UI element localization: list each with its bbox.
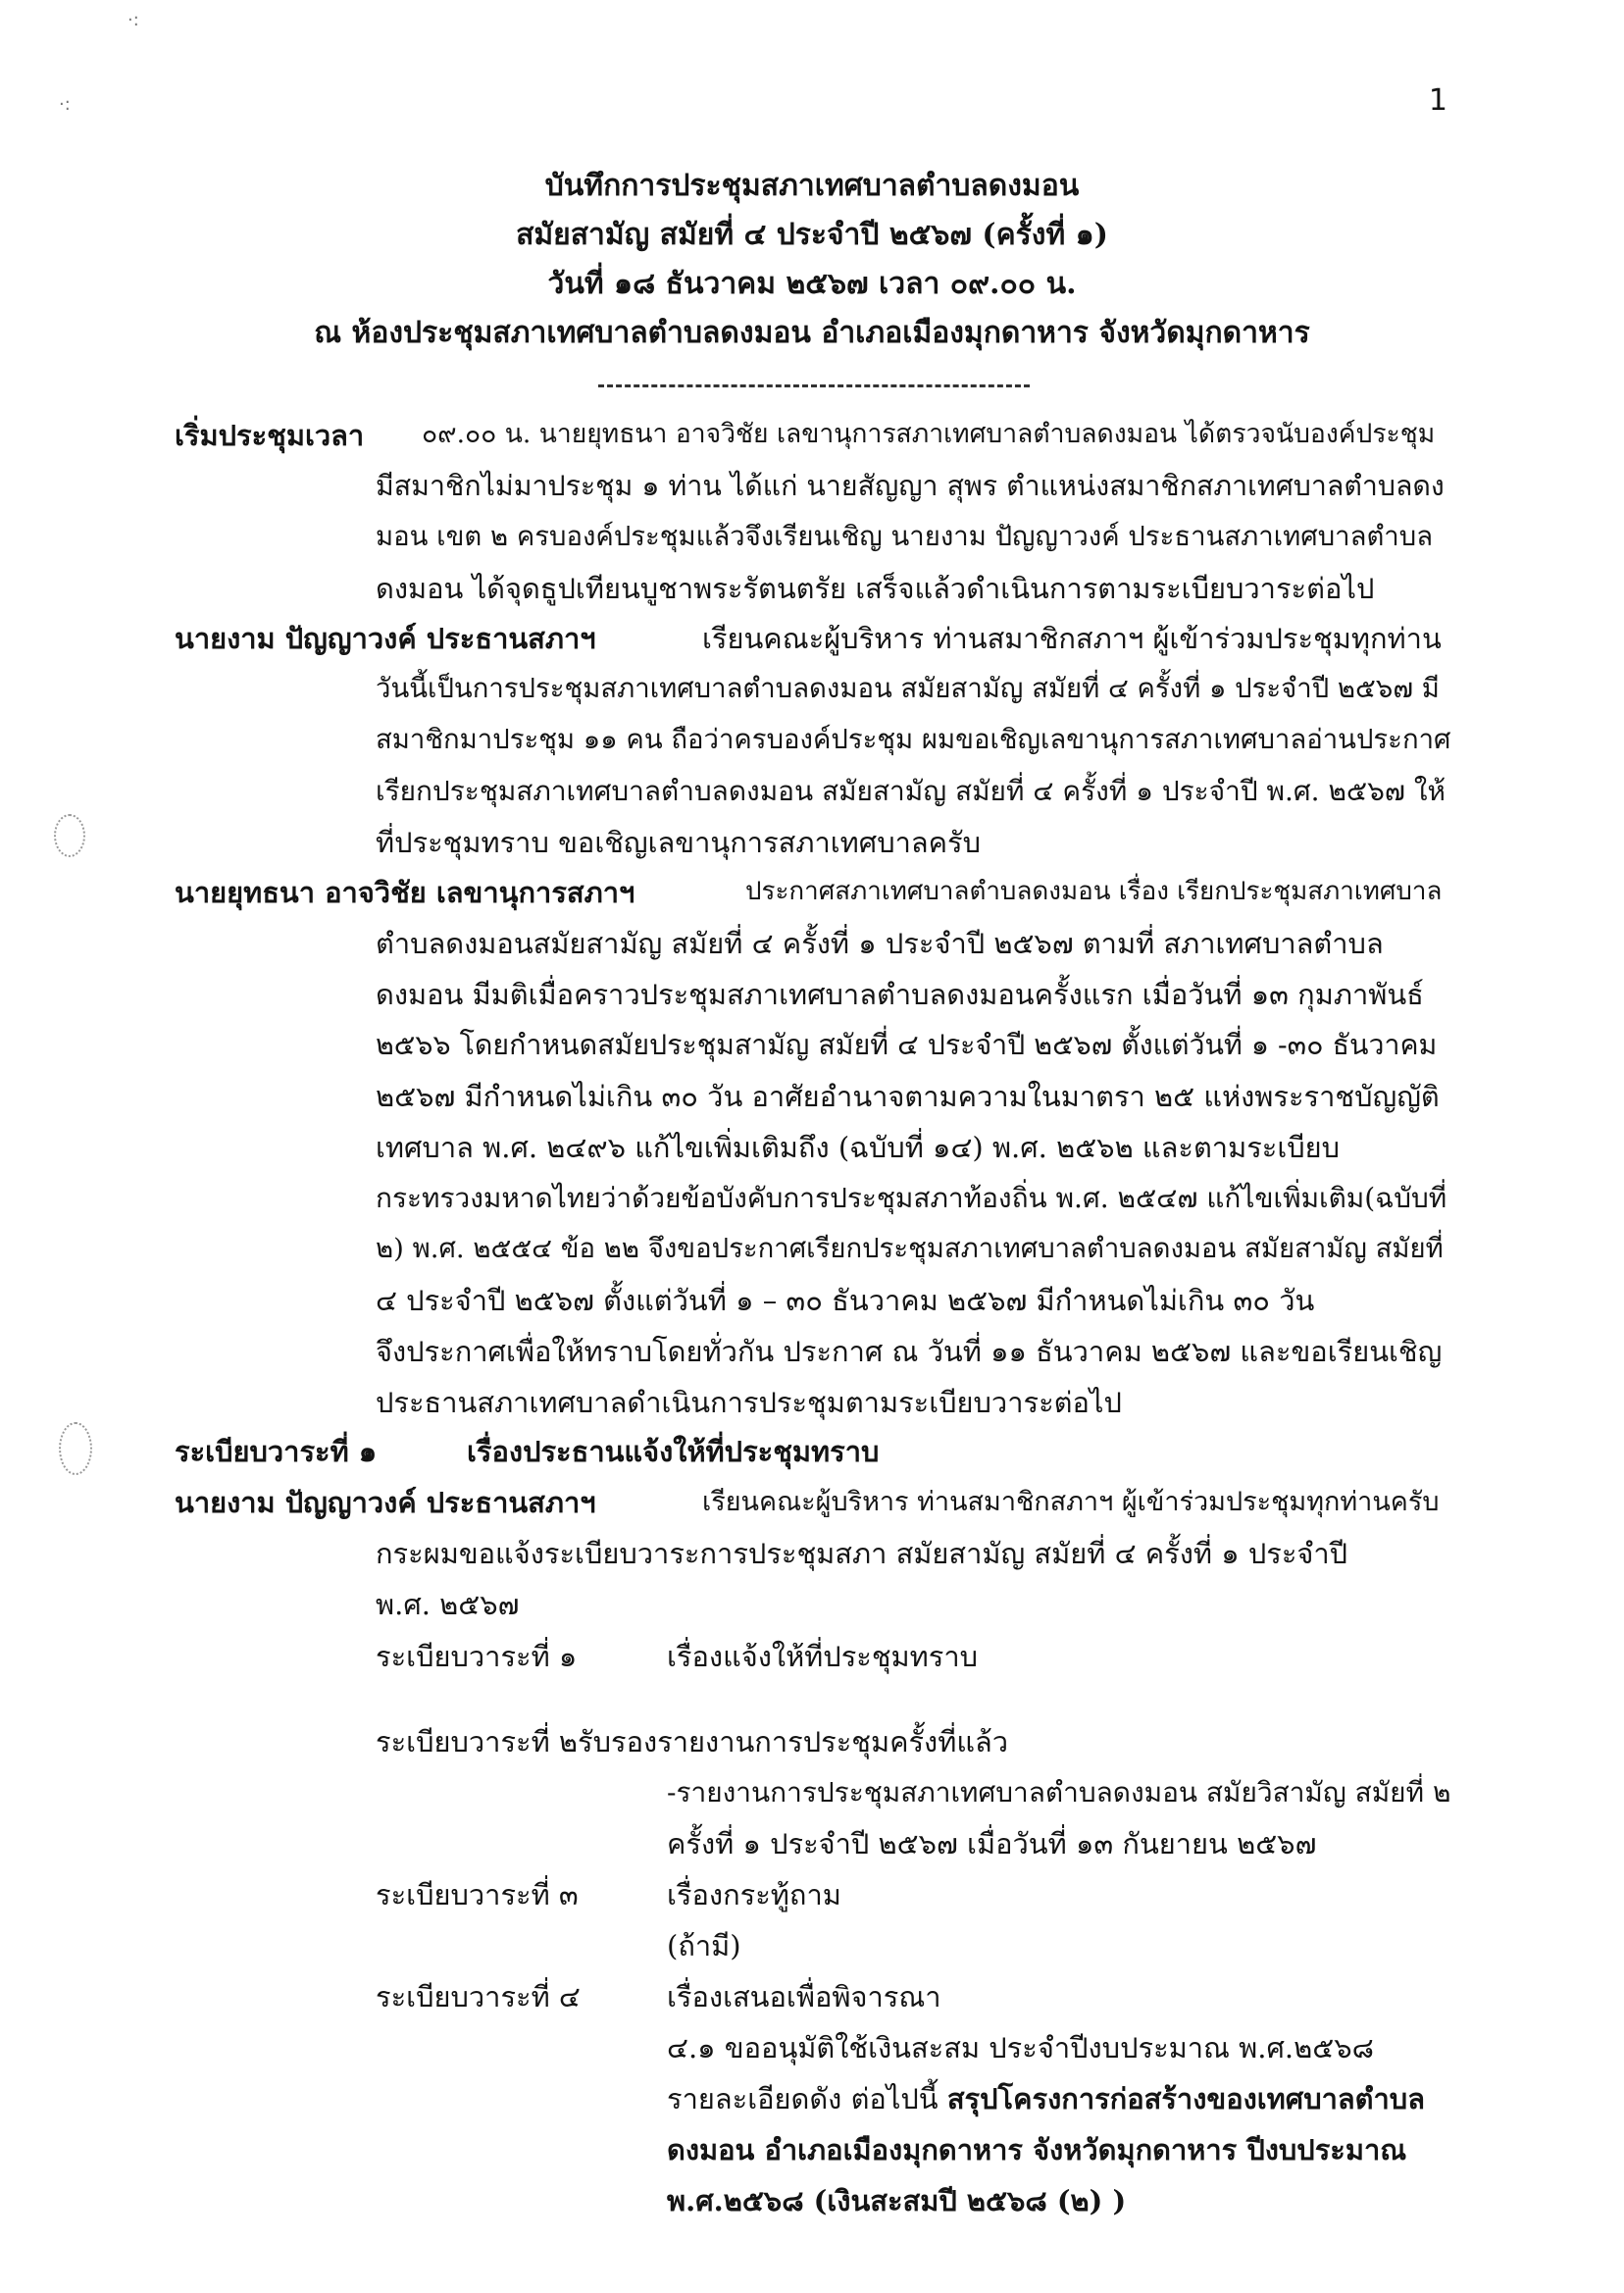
- punch-hole-mark: [59, 1422, 92, 1475]
- chair-line: กระผมขอแจ้งระเบียบวาระการประชุมสภา สมัยสามัญ สมัยที่ ๔ ครั้งที่ ๑ ประจำปี: [376, 1537, 1348, 1570]
- agenda-item-subtext: ครั้งที่ ๑ ประจำปี ๒๕๖๗ เมื่อวันที่ ๑๓ กันยายน ๒๕๖๗: [667, 1827, 1317, 1860]
- secretary-line: ดงมอน มีมติเมื่อคราวประชุมสภาเทศบาลตำบลดงมอนครั้งแรก เมื่อวันที่ ๑๓ กุมภาพันธ์: [376, 978, 1424, 1011]
- opening-line: ดงมอน ได้จุดธูปเทียนบูชาพระรัตนตรัย เสร็จแล้วดำเนินการตามระเบียบวาระต่อไป: [376, 572, 1375, 605]
- opening-line: มอน เขต ๒ ครบองค์ประชุมแล้วจึงเรียนเชิญ นายงาม ปัญญาวงค์ ประธานสภาเทศบาลตำบล: [376, 521, 1434, 552]
- header-text: ณ ห้องประชุมสภาเทศบาลตำบลดงมอน อำเภอเมืองมุกดาหาร จังหวัดมุกดาหาร: [314, 316, 1310, 350]
- speaker-chair: นายงาม ปัญญาวงค์ ประธานสภาฯ: [175, 622, 596, 655]
- agenda-1-label: ระเบียบวาระที่ ๑: [175, 1435, 378, 1468]
- chair-line: เรียกประชุมสภาเทศบาลตำบลดงมอน สมัยสามัญ สมัยที่ ๔ ครั้งที่ ๑ ประจำปี พ.ศ. ๒๕๖๗ ให้: [376, 775, 1446, 807]
- opening-label: เริ่มประชุมเวลา: [175, 419, 365, 452]
- chair-line: เรียนคณะผู้บริหาร ท่านสมาชิกสภาฯ ผู้เข้าร่วมประชุมทุกท่านครับ: [702, 1487, 1440, 1517]
- agenda-1-title: เรื่องประธานแจ้งให้ที่ประชุมทราบ: [467, 1435, 880, 1468]
- agenda-item-text: เรื่องกระทู้ถาม: [667, 1878, 841, 1911]
- agenda-item-text: เรื่องแจ้งให้ที่ประชุมทราบ: [667, 1640, 979, 1673]
- header-divider: [598, 384, 1030, 387]
- agenda-item-subtext: พ.ศ.๒๕๖๘ (เงินสะสมปี ๒๕๖๘ (๒) ): [667, 2184, 1127, 2217]
- page-number: 1: [1428, 83, 1447, 118]
- header-text: บันทึกการประชุมสภาเทศบาลตำบลดงมอน: [544, 169, 1080, 203]
- agenda-item-label: ระเบียบวาระที่ ๓: [376, 1878, 579, 1911]
- secretary-line: ตำบลดงมอนสมัยสามัญ สมัยที่ ๔ ครั้งที่ ๑ ประจำปี ๒๕๖๗ ตามที่ สภาเทศบาลตำบล: [376, 927, 1384, 960]
- secretary-line: ๔ ประจำปี ๒๕๖๗ ตั้งแต่วันที่ ๑ – ๓๐ ธันวาคม ๒๕๖๗ มีกำหนดไม่เกิน ๓๐ วัน: [376, 1284, 1315, 1317]
- agenda-item-label: ระเบียบวาระที่ ๔: [376, 1980, 581, 2013]
- agenda-item-subtext: ดงมอน อำเภอเมืองมุกดาหาร จังหวัดมุกดาหาร ปีงบประมาณ: [667, 2133, 1407, 2166]
- scan-speck: ·:: [127, 10, 139, 30]
- chair-line: เรียนคณะผู้บริหาร ท่านสมาชิกสภาฯ ผู้เข้าร่วมประชุมทุกท่าน: [702, 622, 1442, 655]
- scan-speck: ·:: [59, 94, 71, 115]
- agenda-item-subtext: [667, 2082, 1425, 2115]
- header-venue: [0, 316, 1624, 350]
- agenda-item-subtext: -รายงานการประชุมสภาเทศบาลตำบลดงมอน สมัยวิสามัญ สมัยที่ ๒: [667, 1776, 1451, 1809]
- opening-line: ๐๙.๐๐ น. นายยุทธนา อาจวิชัย เลขานุการสภาเทศบาลตำบลดงมอน ได้ตรวจนับองค์ประชุม: [422, 419, 1436, 449]
- agenda-item-label: ระเบียบวาระที่ ๒รับรองรายงานการประชุมครั้งที่แล้ว: [376, 1725, 1009, 1758]
- speaker-chair: นายงาม ปัญญาวงค์ ประธานสภาฯ: [175, 1486, 596, 1519]
- secretary-line: ๒) พ.ศ. ๒๕๕๔ ข้อ ๒๒ จึงขอประกาศเรียกประชุมสภาเทศบาลตำบลดงมอน สมัยสามัญ สมัยที่: [376, 1233, 1444, 1264]
- agenda-item-subtext: ๔.๑ ขออนุมัติใช้เงินสะสม ประจำปีงบประมาณ พ.ศ.๒๕๖๘: [667, 2031, 1374, 2064]
- agenda-item-subtext-bold: สรุปโครงการก่อสร้างของเทศบาลตำบล: [946, 2082, 1425, 2115]
- secretary-line: ประกาศสภาเทศบาลตำบลดงมอน เรื่อง เรียกประชุมสภาเทศบาล: [745, 877, 1443, 906]
- secretary-line: เทศบาล พ.ศ. ๒๔๙๖ แก้ไขเพิ่มเติมถึง (ฉบับที่ ๑๔) พ.ศ. ๒๕๖๒ และตามระเบียบ: [376, 1131, 1341, 1164]
- secretary-line: ๒๕๖๖ โดยกำหนดสมัยประชุมสามัญ สมัยที่ ๔ ประจำปี ๒๕๖๗ ตั้งแต่วันที่ ๑ -๓๐ ธันวาคม: [376, 1029, 1438, 1061]
- header-session: [0, 218, 1624, 252]
- agenda-item-text: เรื่องเสนอเพื่อพิจารณา: [667, 1980, 941, 2013]
- header-title: [0, 169, 1624, 203]
- chair-line: วันนี้เป็นการประชุมสภาเทศบาลตำบลดงมอน สมัยสามัญ สมัยที่ ๔ ครั้งที่ ๑ ประจำปี ๒๕๖๗ มี: [376, 673, 1440, 704]
- punch-hole-mark: [54, 814, 85, 857]
- header-text: สมัยสามัญ สมัยที่ ๔ ประจำปี ๒๕๖๗ (ครั้งที่ ๑): [516, 218, 1108, 252]
- secretary-line: จึงประกาศเพื่อให้ทราบโดยทั่วกัน ประกาศ ณ วันที่ ๑๑ ธันวาคม ๒๕๖๗ และขอเรียนเชิญ: [376, 1335, 1443, 1368]
- chair-line: พ.ศ. ๒๕๖๗: [376, 1588, 520, 1621]
- chair-line: สมาชิกมาประชุม ๑๑ คน ถือว่าครบองค์ประชุม ผมขอเชิญเลขานุการสภาเทศบาลอ่านประกาศ: [376, 724, 1451, 755]
- secretary-line: กระทรวงมหาดไทยว่าด้วยข้อบังคับการประชุมสภาท้องถิ่น พ.ศ. ๒๕๔๗ แก้ไขเพิ่มเติม(ฉบับที่: [376, 1182, 1447, 1214]
- opening-line: มีสมาชิกไม่มาประชุม ๑ ท่าน ได้แก่ นายสัญญา สุพร ตำแหน่งสมาชิกสภาเทศบาลตำบลดง: [376, 470, 1445, 502]
- agenda-item-subtext-plain: รายละเอียดดัง ต่อไปนี้: [667, 2082, 947, 2115]
- agenda-item-label: ระเบียบวาระที่ ๑: [376, 1640, 578, 1673]
- secretary-line: ๒๕๖๗ มีกำหนดไม่เกิน ๓๐ วัน อาศัยอำนาจตามความในมาตรา ๒๕ แห่งพระราชบัญญัติ: [376, 1080, 1440, 1113]
- chair-line: ที่ประชุมทราบ ขอเชิญเลขานุการสภาเทศบาลครับ: [376, 826, 982, 859]
- secretary-line: ประธานสภาเทศบาลดำเนินการประชุมตามระเบียบวาระต่อไป: [376, 1386, 1122, 1419]
- header-date: [0, 267, 1624, 301]
- speaker-secretary: นายยุทธนา อาจวิชัย เลขานุการสภาฯ: [175, 876, 635, 909]
- agenda-item-subtext: (ถ้ามี): [667, 1929, 741, 1962]
- header-text: วันที่ ๑๘ ธันวาคม ๒๕๖๗ เวลา ๐๙.๐๐ น.: [547, 267, 1077, 301]
